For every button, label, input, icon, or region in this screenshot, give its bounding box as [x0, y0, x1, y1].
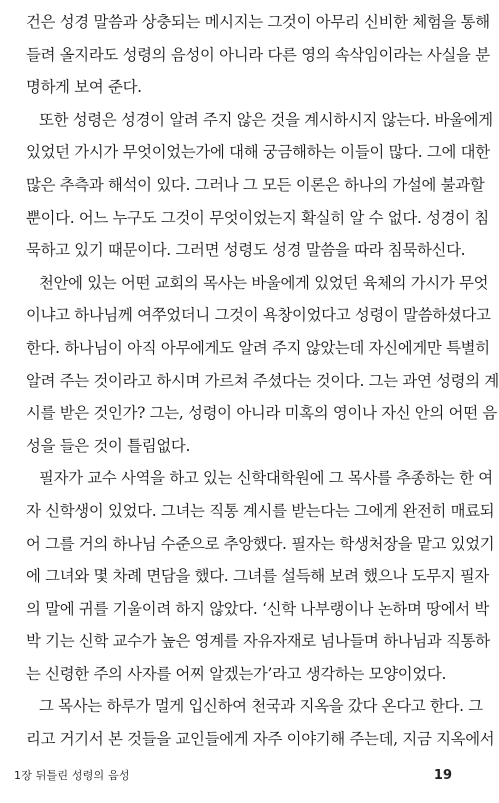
text-line: 들려 올지라도 성령의 음성이 아니라 다른 영의 속삭임이라는 사실을 분 [26, 45, 490, 64]
text-line: 묵하고 있기 때문이다. 그러면 성령도 성경 말씀을 따라 침묵하신다. [26, 241, 466, 260]
paragraph-first-line: 그 목사는 하루가 멀게 입신하여 천국과 지옥을 갔다 온다고 한다. 그 [39, 697, 483, 716]
text-line: 자 신학생이 있었다. 그녀는 직통 계시를 받는다는 그에게 완전히 매료되 [26, 501, 495, 520]
text-line: 명하게 보여 준다. [26, 78, 142, 97]
chapter-title: 1장 뒤틀린 성령의 음성 [14, 769, 130, 782]
text-line: 이냐고 하나님께 여쭈었더니 그것이 욕창이었다고 성령이 말씀하셨다고 [26, 306, 491, 325]
page-number: 19 [433, 767, 452, 783]
text-line: 있었던 가시가 무엇이었는가에 대해 궁금해하는 이들이 많다. 그에 대한 [26, 143, 490, 162]
page-footer [14, 765, 452, 785]
text-line: 뿐이다. 어느 누구도 그것이 무엇이었는지 확실히 알 수 없다. 성경이 침 [26, 208, 489, 227]
text-line: 건은 성경 말씀과 상충되는 메시지는 그것이 아무리 신비한 체험을 통해 [26, 13, 490, 31]
text-line: 박 기는 신학 교수가 높은 영계를 자유자재로 넘나들며 하나님과 직통하 [26, 632, 490, 651]
text-line: 리고 거기서 본 것들을 교인들에게 자주 이야기해 주는데, 지금 지옥에서 [26, 730, 495, 749]
body-text [26, 6, 499, 756]
text-line: 알려 주는 것이라고 하시며 가르쳐 주셨다는 것이다. 그는 과연 성령의 계 [26, 371, 499, 390]
text-line: 시를 받은 것인가? 그는, 성령이 아니라 미혹의 영이나 자신 안의 어떤 음 [26, 404, 497, 423]
paragraph-first-line: 천안에 있는 어떤 교회의 목사는 바울에게 있었던 육체의 가시가 무엇 [39, 273, 489, 292]
text-line: 어 그를 거의 하나님 수준으로 추앙했다. 필자는 학생처장을 맡고 있었기 [26, 534, 495, 553]
text-line: 에 그녀와 몇 차례 면담을 했다. 그녀를 설득해 보려 했으나 도무지 필자 [26, 567, 489, 586]
paragraph-first-line: 필자가 교수 사역을 하고 있는 신학대학원에 그 목사를 추종하는 한 여 [39, 469, 493, 488]
text-line: 의 말에 귀를 기울이려 하지 않았다. ‘신학 나부랭이나 논하며 땅에서 박 [26, 599, 489, 618]
text-line: 는 신령한 주의 사자를 어찌 알겠는가’라고 생각하는 모양이었다. [26, 664, 447, 683]
paragraph-first-line: 또한 성령은 성경이 알려 주지 않은 것을 계시하시지 않는다. 바울에게 [39, 110, 493, 129]
text-line: 성을 들은 것이 틀림없다. [26, 436, 191, 455]
text-line: 한다. 하나님이 아직 아무에게도 알려 주지 않았는데 자신에게만 특별히 [26, 338, 490, 357]
text-line: 많은 추측과 해석이 있다. 그러나 그 모든 이론은 하나의 가설에 불과할 [26, 175, 485, 194]
